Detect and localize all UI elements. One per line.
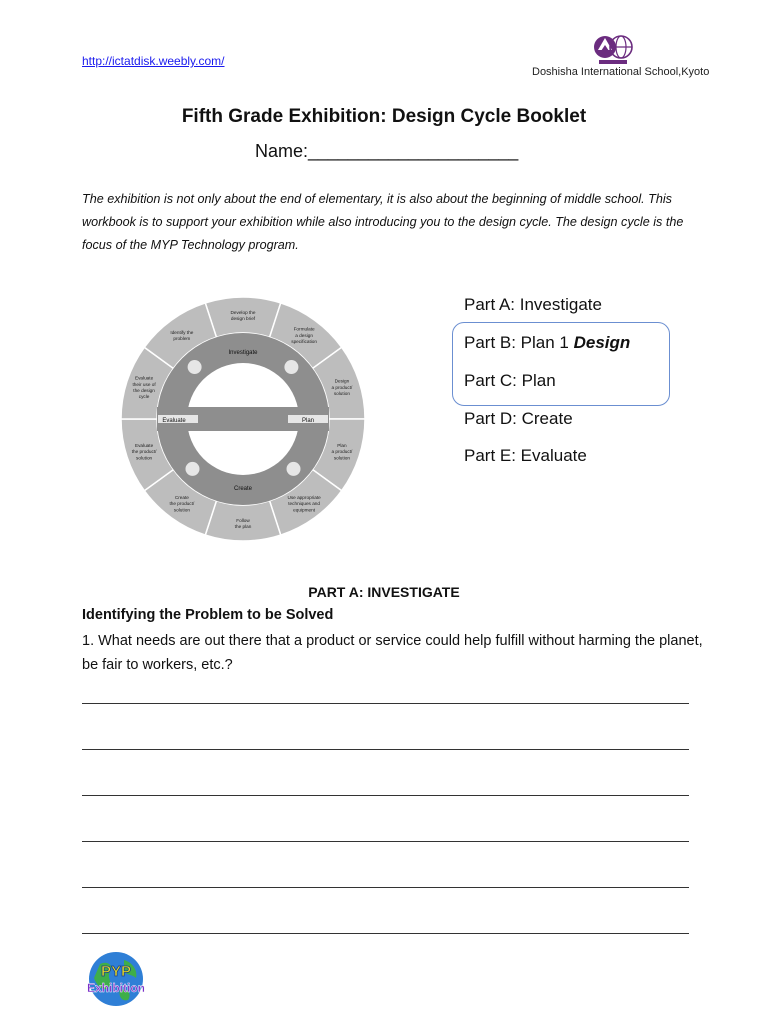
answer-line[interactable] — [82, 703, 689, 704]
diagram-ring-label: Create — [233, 486, 253, 492]
diagram-segment-label: Evaluate the product/ solution — [131, 442, 157, 461]
website-link[interactable]: http://ictatdisk.weebly.com/ — [82, 54, 225, 68]
diagram-segment-label: Follow the plan — [234, 517, 252, 530]
pyp-exhibition-badge — [80, 948, 152, 1010]
diagram-ring-label: Evaluate — [162, 418, 186, 424]
name-field: Name:_____________________ — [255, 141, 519, 161]
part-a-label: Part A: Investigate — [464, 295, 602, 314]
school-logo — [592, 32, 634, 66]
badge-line2: Exhibition — [87, 981, 145, 995]
section-heading: PART A: INVESTIGATE — [308, 584, 460, 600]
school-name: Doshisha International School,Kyoto — [532, 66, 710, 78]
part-c-label: Part C: Plan — [464, 371, 556, 390]
page-title: Fifth Grade Exhibition: Design Cycle Booklet — [181, 106, 587, 127]
part-d-label: Part D: Create — [464, 409, 573, 428]
diagram-segment-label: Develop the design brief — [230, 309, 256, 322]
question-1: 1. What needs are out there that a product or service could help fulfill without harming the planet, be fair to workers, etc.? — [82, 633, 703, 673]
diagram-arrow — [185, 462, 199, 476]
part-e-label: Part E: Evaluate — [464, 446, 587, 465]
diagram-arrow — [287, 462, 301, 476]
diagram-segment-label: Design a product/ solution — [331, 378, 353, 397]
part-b-design: Design — [573, 333, 631, 352]
diagram-segment-label: Create the product/ solution — [169, 494, 195, 513]
diagram-inner-ring — [157, 333, 329, 505]
section-subheading: Identifying the Problem to be Solved — [82, 607, 334, 623]
diagram-segment-label: Identify the problem — [170, 329, 194, 341]
diagram-segment-label: Formulate a design specification — [291, 326, 318, 345]
diagram-segment-label: Plan a product/ solution — [331, 442, 353, 461]
diagram-arrow — [188, 360, 202, 374]
plan-bracket — [452, 322, 670, 406]
answer-line[interactable] — [82, 795, 689, 796]
diagram-arrow — [284, 360, 298, 374]
badge-line1: PYP — [100, 963, 132, 980]
answer-line[interactable] — [82, 841, 689, 842]
diagram-segment-label: Use appropriate techniques and equipment — [287, 494, 321, 513]
part-b-text: Part B: Plan 1 — [464, 333, 574, 352]
answer-line[interactable] — [82, 933, 689, 934]
intro-paragraph: The exhibition is not only about the end of elementary, it is also about the beginning of middle school. This workbook is to support your exhibition while also introducing you to the design cycle. The design cycle is the focus of the MYP Technology program. — [82, 192, 684, 252]
design-cycle-diagram — [118, 294, 368, 544]
answer-line[interactable] — [82, 887, 689, 888]
diagram-ring-label: Plan — [301, 418, 315, 424]
answer-line[interactable] — [82, 749, 689, 750]
diagram-ring-label: Investigate — [228, 350, 258, 356]
diagram-segment-label: Evaluate their use of the design cycle — [132, 375, 156, 400]
